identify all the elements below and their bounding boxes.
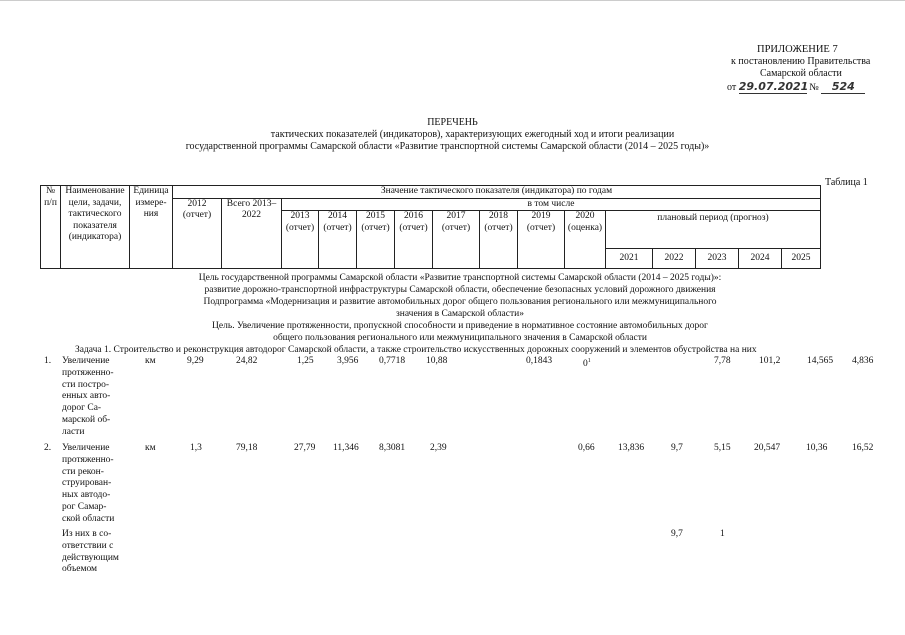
row-1-name-line: ласти [62, 426, 85, 437]
row-2-total: 79,18 [236, 443, 258, 453]
header-year-2013: 2013 (отчет) [282, 211, 319, 269]
row-1-2019-footnote: 1 [587, 358, 591, 364]
row-2-name-line: протяженно- [62, 454, 114, 465]
row-3-name-line: объемом [62, 564, 98, 575]
header-plan-2024: 2024 [739, 249, 782, 269]
header-2012: 2012 (отчет) [173, 198, 222, 269]
subprogram-line-2: значения в Самарской области» [396, 309, 524, 319]
appendix-date: 29.07.2021 [738, 80, 809, 93]
row-2-2016: 2,39 [430, 443, 447, 453]
row-1-name-line: дорог Са- [62, 403, 102, 414]
document-title: ПЕРЕЧЕНЬ [427, 117, 478, 128]
header-year-2020: 2020 (оценка) [565, 211, 606, 269]
document-subtitle-1: тактических показателей (индикаторов), характеризующих ежегодный ход и итоги реализации [270, 129, 675, 140]
row-1-2018: 0,1843 [526, 356, 553, 366]
row-2-name [62, 443, 126, 526]
appendix-line3: Самарской области [760, 68, 842, 79]
header-year-2014: 2014 (отчет) [319, 211, 357, 269]
row-2-2022: 5,15 [714, 443, 731, 453]
row-2-2012: 1,3 [190, 443, 202, 453]
appendix-number: 524 [821, 80, 865, 94]
task-1-title: Задача 1. Строительство и реконструкция автодорог Самарской области, а также строительство искусственных дорожных сооружений и элементов обустройства на них [75, 345, 757, 355]
row-3-name-line: действующим [62, 552, 119, 563]
row-1-name-line: марской об- [62, 414, 111, 425]
row-2-2021: 9,7 [671, 443, 683, 453]
header-plan-period: плановый период (прогноз) [606, 211, 821, 249]
top-border-line [0, 0, 905, 1]
header-incl: в том числе [282, 198, 821, 211]
row-1-name-line: енных авто- [62, 391, 111, 402]
appendix-title: ПРИЛОЖЕНИЕ 7 [757, 44, 838, 55]
row-2-name-line: ской области [62, 513, 115, 524]
row-1-name-line: протяженно- [62, 367, 114, 378]
header-unit: Единица измере-ния [130, 186, 173, 269]
header-year-2019: 2019 (отчет) [518, 211, 565, 269]
header-plan-2022: 2022 [653, 249, 696, 269]
row-3-name [62, 529, 126, 576]
header-plan-2023: 2023 [696, 249, 739, 269]
row-2-name-line: сти рекон- [62, 466, 104, 477]
row-1-2025: 4,836 [852, 356, 874, 366]
row-3-name-line: ответствии с [62, 540, 114, 551]
row-1-2015: 0,7718 [379, 356, 406, 366]
row-2-2015: 8,3081 [379, 443, 406, 453]
row-2-unit: км [145, 443, 156, 453]
row-1-2024: 14,565 [807, 356, 834, 366]
header-year-2015: 2015 (отчет) [357, 211, 395, 269]
appendix-date-prefix: от [727, 82, 737, 93]
row-1-2019 [583, 356, 591, 371]
goal-line-1: Цель государственной программы Самарской области «Развитие транспортной системы Самарской области (2014 – 2025 годы)»: [198, 273, 722, 283]
appendix-date-line [727, 80, 865, 94]
goal-line-2: развитие дорожно-транспортной инфраструктуры Самарской области, обеспечение безопасных условий дорожного движения [204, 285, 716, 295]
row-1-2014: 3,956 [337, 356, 359, 366]
header-values-title: Значение тактического показателя (индикатора) по годам [173, 186, 821, 199]
appendix-number-sign: № [809, 82, 819, 93]
row-2-2014: 11,346 [333, 443, 359, 453]
table-label: Таблица 1 [825, 177, 868, 188]
row-1-name-line: Увеличение [62, 356, 110, 366]
indicators-table-header [40, 185, 821, 269]
header-year-2016: 2016 (отчет) [395, 211, 433, 269]
row-1-2022: 7,78 [714, 356, 731, 366]
row-1-2016: 10,88 [426, 356, 448, 366]
row-2-name-line: рог Самар- [62, 501, 107, 512]
row-1-name-line: сти постро- [62, 379, 110, 390]
row-1-name [62, 356, 126, 439]
header-total: Всего 2013–2022 [222, 198, 282, 269]
row-2-name-line: ных автодо- [62, 490, 111, 501]
row-2-2020: 13,836 [618, 443, 645, 453]
aim-line-1: Цель. Увеличение протяженности, пропускной способности и приведение в нормативное состояние автомобильных дорог [212, 321, 708, 331]
row-2-name-line: струирован- [62, 478, 112, 489]
row-1-2019-value: 0 [583, 359, 588, 370]
header-year-2017: 2017 (отчет) [433, 211, 480, 269]
row-2-2013: 27,79 [294, 443, 316, 453]
row-2-2025: 16,52 [852, 443, 874, 453]
row-3-2022: 1 [720, 529, 725, 539]
row-1-2023: 101,2 [759, 356, 781, 366]
row-3-2021: 9,7 [671, 529, 683, 539]
row-1-total: 24,82 [236, 356, 258, 366]
row-1-num: 1. [44, 356, 52, 366]
row-2-num: 2. [44, 443, 52, 453]
row-1-2012: 9,29 [187, 356, 204, 366]
row-3-name-line: Из них в со- [62, 529, 112, 539]
header-num: № п/п [41, 186, 61, 269]
document-subtitle-2: государственной программы Самарской области «Развитие транспортной системы Самарской области (2014 – 2025 годы)» [185, 141, 710, 152]
row-2-2023: 20,547 [754, 443, 781, 453]
row-2-2024: 10,36 [806, 443, 828, 453]
row-2-2019: 0,66 [578, 443, 595, 453]
row-1-unit: км [145, 356, 156, 366]
appendix-line2: к постановлению Правительства [731, 56, 871, 67]
aim-line-2: общего пользования регионального или межмуниципального значения в Самарской области [273, 333, 647, 343]
row-1-2013: 1,25 [297, 356, 314, 366]
header-name: Наименование цели, задачи, тактического показателя (индикатора) [61, 186, 130, 269]
header-year-2018: 2018 (отчет) [480, 211, 518, 269]
header-plan-2025: 2025 [782, 249, 821, 269]
subprogram-line-1: Подпрограмма «Модернизация и развитие автомобильных дорог общего пользования регионального или межмуниципального [203, 297, 717, 307]
header-plan-2021: 2021 [606, 249, 653, 269]
row-2-name-line: Увеличение [62, 443, 110, 453]
